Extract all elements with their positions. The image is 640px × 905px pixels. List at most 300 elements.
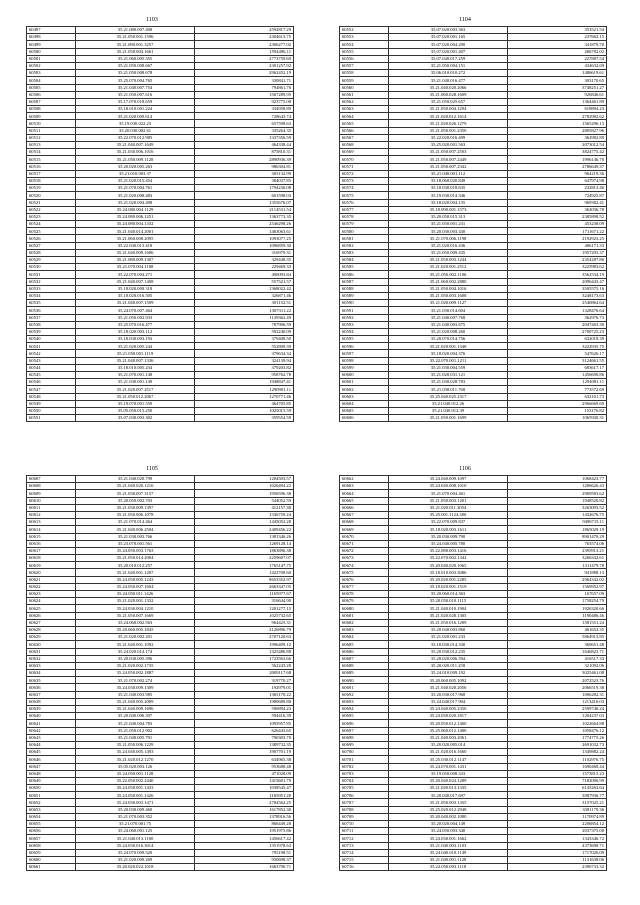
value-cell: 1364461.89: [508, 98, 607, 105]
value-cell: 8901478.29: [508, 533, 607, 540]
coordinate-code-cell: 35.21.020.002.201: [76, 634, 195, 641]
coordinate-code-cell: 35.24.040.010.1149: [389, 849, 508, 856]
row-id-cell: 60575: [340, 192, 389, 199]
value-cell: 3381179.36: [508, 806, 607, 813]
value-cell: 326871.46: [195, 292, 294, 299]
table-row: [340, 864, 607, 871]
coordinate-code-cell: 35.24.040.005.1493: [76, 749, 195, 756]
value-cell: 153176.82: [508, 407, 607, 414]
row-id-cell: 60657: [27, 835, 76, 842]
row-id-cell: 60529: [27, 257, 76, 264]
coordinate-code-cell: 35.24.030.009.1309: [76, 684, 195, 691]
value-cell: 6145263.64: [508, 785, 607, 792]
table-row: [340, 576, 607, 583]
table-row: [340, 357, 607, 364]
table-row: [27, 569, 294, 576]
row-id-cell: 60572: [340, 170, 389, 177]
row-id-cell: 60611: [27, 504, 76, 511]
value-cell: 2546298.26: [195, 221, 294, 228]
row-id-cell: 60590: [340, 300, 389, 307]
row-id-cell: 60586: [340, 271, 389, 278]
coordinate-code-cell: 35.25.020.001.563: [389, 142, 508, 149]
table-row: [27, 142, 294, 149]
table-row: [27, 842, 294, 849]
table-row: [27, 235, 294, 242]
table-row: [340, 828, 607, 835]
row-id-cell: 60559: [340, 77, 389, 84]
value-cell: 1569952.97: [508, 583, 607, 590]
table-row: [27, 292, 294, 299]
table-row: [340, 763, 607, 770]
value-cell: 229469.33: [195, 264, 294, 271]
table-row: [340, 156, 607, 163]
row-id-cell: 60696: [340, 720, 389, 727]
value-cell: 1926320.66: [508, 605, 607, 612]
row-id-cell: 60543: [27, 357, 76, 364]
value-cell: 1170974.89: [508, 813, 607, 820]
coordinate-code-cell: 35.24.050.002.1887: [76, 670, 195, 677]
value-cell: 1617852.30: [195, 806, 294, 813]
row-id-cell: 60617: [27, 547, 76, 554]
row-id-cell: 60569: [340, 149, 389, 156]
coordinate-code-cell: 35.21.040.001.1092: [76, 641, 195, 648]
value-cell: 1025732.65: [195, 612, 294, 619]
value-cell: 2047463.30: [508, 321, 607, 328]
row-id-cell: 60687: [340, 655, 389, 662]
value-cell: 790303.70: [195, 734, 294, 741]
row-id-cell: 60533: [27, 285, 76, 292]
value-cell: 2409456.22: [195, 526, 294, 533]
table-row: [340, 300, 607, 307]
table-row: [340, 257, 607, 264]
coordinate-code-cell: 35.20.020.005.263: [76, 163, 195, 170]
value-cell: 1594496.11: [195, 48, 294, 55]
coordinate-code-cell: 35.24.040.009.1097: [389, 476, 508, 483]
row-id-cell: 60633: [27, 662, 76, 669]
table-row: [27, 720, 294, 727]
value-cell: 1996146.70: [508, 156, 607, 163]
value-cell: 3987936.77: [508, 792, 607, 799]
table-row: [340, 792, 607, 799]
table-row: [27, 336, 294, 343]
value-cell: 2206854.12: [508, 821, 607, 828]
coordinate-code-cell: 35.21.050.007.616: [76, 91, 195, 98]
table-row: [27, 192, 294, 199]
coordinate-code-cell: 35.24.030.003.1471: [76, 799, 195, 806]
row-id-cell: 60568: [340, 142, 389, 149]
table-row: [340, 483, 607, 490]
coordinate-code-cell: 35.21.040.014.2001: [76, 228, 195, 235]
value-cell: 632018.39: [508, 336, 607, 343]
value-cell: 434632.69: [508, 62, 607, 69]
coordinate-code-cell: 35.20.030.003.430: [389, 228, 508, 235]
value-cell: 8653352.97: [195, 576, 294, 583]
table-row: [27, 626, 294, 633]
table-row: [27, 271, 294, 278]
table-row: [340, 142, 607, 149]
value-cell: 3505575.16: [508, 285, 607, 292]
value-cell: 3124661.55: [508, 357, 607, 364]
value-cell: 1311479.78: [508, 562, 607, 569]
table-row: [340, 91, 607, 98]
table-row: [340, 655, 607, 662]
table-row: [27, 835, 294, 842]
table-row: [340, 835, 607, 842]
table-row: [340, 134, 607, 141]
row-id-cell: 60683: [340, 626, 389, 633]
table-row: [340, 648, 607, 655]
value-cell: 657598.63: [195, 120, 294, 127]
table-row: [340, 271, 607, 278]
table-row: [340, 677, 607, 684]
coordinate-code-cell: 35.18.010.005.234: [76, 364, 195, 371]
coordinate-code-cell: 35.21.050.001.231: [389, 221, 508, 228]
value-cell: 2301257.92: [195, 62, 294, 69]
value-cell: 1294081.11: [508, 379, 607, 386]
coordinate-code-cell: 35.21.020.011.3054: [389, 504, 508, 511]
row-id-cell: 60671: [340, 540, 389, 547]
value-cell: 3266332.61: [508, 555, 607, 562]
coordinate-code-cell: 35.21.050.001.2350: [389, 127, 508, 134]
value-cell: 379408.50: [195, 336, 294, 343]
value-cell: 471028.09: [195, 770, 294, 777]
table-row: [340, 321, 607, 328]
table-row: [340, 127, 607, 134]
value-cell: 1307311.22: [195, 307, 294, 314]
row-id-cell: 60501: [27, 55, 76, 62]
table-row: [27, 655, 294, 662]
row-id-cell: 60534: [27, 292, 76, 299]
coordinate-code-cell: 35.21.030.003.766: [76, 533, 195, 540]
row-id-cell: 60573: [340, 177, 389, 184]
table-row: [27, 648, 294, 655]
row-id-cell: 60581: [340, 235, 389, 242]
value-cell: 1907701.19: [195, 749, 294, 756]
value-cell: 941888.13: [508, 569, 607, 576]
row-id-cell: 60620: [27, 569, 76, 576]
table-row: [340, 691, 607, 698]
table-row: [27, 386, 294, 393]
row-id-cell: 60612: [27, 511, 76, 518]
coordinate-code-cell: 35.18.010.001.224: [76, 106, 195, 113]
row-id-cell: 60691: [340, 684, 389, 691]
row-id-cell: 60616: [27, 540, 76, 547]
row-id-cell: 60678: [340, 591, 389, 598]
table-row: [27, 357, 294, 364]
row-id-cell: 60713: [340, 842, 389, 849]
coordinate-code-cell: 35.21.040.001.1207: [76, 569, 195, 576]
coordinate-code-cell: 35.20.040.002.1080: [389, 813, 508, 820]
row-id-cell: 60637: [27, 691, 76, 698]
value-cell: 1711671.22: [508, 228, 607, 235]
table-row: [27, 483, 294, 490]
parcel-table: [339, 26, 607, 422]
row-id-cell: 60565: [340, 120, 389, 127]
value-cell: 335264.35: [195, 127, 294, 134]
coordinate-code-cell: 35.07.030.003.302: [76, 415, 195, 422]
coordinate-code-cell: 35.20.030.012.235: [389, 648, 508, 655]
row-id-cell: 60625: [27, 605, 76, 612]
row-id-cell: 60626: [27, 612, 76, 619]
coordinate-code-cell: 35.22.050.002.2440: [76, 777, 195, 784]
table-row: [27, 706, 294, 713]
coordinate-code-cell: 35.21.040.009.1696: [76, 706, 195, 713]
row-id-cell: 60593: [340, 321, 389, 328]
table-row: [340, 120, 607, 127]
table-row: [340, 113, 607, 120]
row-id-cell: 60636: [27, 684, 76, 691]
table-row: [340, 533, 607, 540]
table-row: [27, 670, 294, 677]
table-row: [27, 242, 294, 249]
table-row: [27, 120, 294, 127]
value-cell: 3748251.27: [508, 84, 607, 91]
coordinate-code-cell: 35.20.050.002.703: [76, 497, 195, 504]
table-row: [340, 698, 607, 705]
table-row: [340, 547, 607, 554]
row-id-cell: 60701: [340, 756, 389, 763]
row-id-cell: 60595: [340, 336, 389, 343]
value-cell: 2962452.19: [195, 70, 294, 77]
value-cell: 2395913.21: [508, 547, 607, 554]
table-row: [27, 641, 294, 648]
value-cell: 626443.65: [195, 727, 294, 734]
row-id-cell: 60563: [340, 106, 389, 113]
value-cell: 875810.31: [195, 149, 294, 156]
value-cell: 1581551.24: [508, 619, 607, 626]
coordinate-code-cell: 35.21.030.011.768: [389, 386, 508, 393]
coordinate-code-cell: 35.21.020.005.244: [76, 343, 195, 350]
row-id-cell: 60597: [340, 350, 389, 357]
value-cell: 2966669.69: [508, 400, 607, 407]
table-row: [340, 490, 607, 497]
row-id-cell: 60645: [27, 749, 76, 756]
coordinate-code-cell: 35.22.070.009.837: [389, 519, 508, 526]
value-cell: 1096859.30: [195, 242, 294, 249]
row-id-cell: 60600: [340, 372, 389, 379]
row-id-cell: 60702: [340, 763, 389, 770]
coordinate-code-cell: 35.20.040.024.1289: [389, 777, 508, 784]
table-row: [340, 706, 607, 713]
table-row: [27, 257, 294, 264]
row-id-cell: 60642: [27, 727, 76, 734]
value-cell: 1956596.38: [195, 490, 294, 497]
coordinate-code-cell: 35.21.020.002.1735: [76, 662, 195, 669]
value-cell: 330841.71: [195, 77, 294, 84]
table-row: [27, 163, 294, 170]
row-id-cell: 60629: [27, 634, 76, 641]
coordinate-code-cell: 35.21.070.001.148: [76, 372, 195, 379]
table-row: [27, 307, 294, 314]
table-row: [27, 350, 294, 357]
coordinate-code-cell: 35.22.020.016.499: [389, 134, 508, 141]
value-cell: 1381346.26: [195, 533, 294, 540]
value-cell: 1758254.79: [508, 598, 607, 605]
table-row: [340, 821, 607, 828]
value-cell: 9496715.11: [508, 519, 607, 526]
row-id-cell: 60545: [27, 372, 76, 379]
value-cell: 728643.74: [195, 113, 294, 120]
coordinate-code-cell: 35.24.050.011.1426: [76, 591, 195, 598]
coordinate-code-cell: 35.24.080.004.1129: [76, 206, 195, 213]
value-cell: 552809.39: [195, 343, 294, 350]
coordinate-code-cell: 35.20.020.004.149: [389, 821, 508, 828]
value-cell: 1865029.19: [508, 526, 607, 533]
row-id-cell: 60662: [340, 476, 389, 483]
table-row: [27, 806, 294, 813]
value-cell: 461652.35: [508, 626, 607, 633]
row-id-cell: 60609: [27, 490, 76, 497]
value-cell: 490093.84: [195, 271, 294, 278]
coordinate-code-cell: 35.21.050.004.151: [389, 62, 508, 69]
table-row: [27, 264, 294, 271]
coordinate-code-cell: 35.21.040.007.1408: [76, 278, 195, 285]
coordinate-code-cell: 35.21.080.009.1307: [76, 257, 195, 264]
table-row: [27, 734, 294, 741]
value-cell: 794861.70: [195, 84, 294, 91]
coordinate-code-cell: 35.07.040.017.259: [389, 55, 508, 62]
value-cell: 592240.09: [195, 328, 294, 335]
value-cell: 384037.85: [195, 177, 294, 184]
table-row: [27, 134, 294, 141]
coordinate-code-cell: 35.21.050.008.678: [76, 70, 195, 77]
coordinate-code-cell: 35.20.040.017.697: [389, 792, 508, 799]
table-row: [340, 562, 607, 569]
coordinate-code-cell: 35.20.020.022.1018: [76, 864, 195, 871]
table-row: [340, 612, 607, 619]
value-cell: 2304613.75: [195, 34, 294, 41]
value-cell: 1996409.12: [195, 641, 294, 648]
row-id-cell: 60525: [27, 228, 76, 235]
table-row: [27, 785, 294, 792]
coordinate-code-cell: 35.21.040.003.1103: [389, 842, 508, 849]
row-id-cell: 60536: [27, 307, 76, 314]
table-row: [340, 598, 607, 605]
coordinate-code-cell: 35.06.010.010.272: [389, 70, 508, 77]
row-id-cell: 60667: [340, 511, 389, 518]
coordinate-code-cell: 35.24.040.017.904: [389, 698, 508, 705]
table-row: [340, 292, 607, 299]
value-cell: 1270771.46: [195, 393, 294, 400]
value-cell: 2805827.96: [508, 127, 607, 134]
table-row: [27, 285, 294, 292]
table-row: [27, 185, 294, 192]
table-row: [340, 177, 607, 184]
value-cell: 1663790.71: [195, 864, 294, 871]
row-id-cell: 60526: [27, 235, 76, 242]
value-cell: 2969583.62: [508, 490, 607, 497]
row-id-cell: 60604: [340, 400, 389, 407]
row-id-cell: 60532: [27, 278, 76, 285]
row-id-cell: 60619: [27, 562, 76, 569]
coordinate-code-cell: 35.21.020.001.1348: [389, 343, 508, 350]
table-row: [27, 583, 294, 590]
coordinate-code-cell: 35.20.070.014.756: [389, 336, 508, 343]
coordinate-code-cell: 35.21.060.005.355: [76, 55, 195, 62]
value-cell: 2259607.07: [195, 555, 294, 562]
coordinate-code-cell: 35.21.030.009.1397: [76, 504, 195, 511]
row-id-cell: 60528: [27, 249, 76, 256]
value-cell: 1486619.61: [508, 70, 607, 77]
table-row: [27, 84, 294, 91]
value-cell: 379203.82: [195, 364, 294, 371]
coordinate-code-cell: 35.24.020.014.174: [76, 648, 195, 655]
coordinate-code-cell: 35.21.050.009.1128: [76, 156, 195, 163]
table-row: [340, 314, 607, 321]
row-id-cell: 60515: [27, 156, 76, 163]
value-cell: 557521.57: [195, 278, 294, 285]
table-row: [27, 504, 294, 511]
value-cell: 2390733.32: [508, 864, 607, 871]
row-id-cell: 60610: [27, 497, 76, 504]
coordinate-code-cell: 35.21.020.009.614: [76, 113, 195, 120]
value-cell: 1131638.06: [508, 856, 607, 863]
row-id-cell: 60715: [340, 856, 389, 863]
table-row: [340, 684, 607, 691]
table-row: [340, 379, 607, 386]
value-cell: 866449.28: [195, 821, 294, 828]
table-row: [340, 307, 607, 314]
page-number: 1106: [459, 466, 471, 472]
row-id-cell: 60601: [340, 379, 389, 386]
row-id-cell: 60576: [340, 199, 389, 206]
value-cell: 2009117.68: [195, 670, 294, 677]
row-id-cell: 60535: [27, 300, 76, 307]
value-cell: 1336759.24: [195, 511, 294, 518]
coordinate-code-cell: 35.21.070.001.75: [76, 821, 195, 828]
coordinate-code-cell: 35.21.060.028.1609: [389, 91, 508, 98]
value-cell: 1351978.63: [195, 842, 294, 849]
coordinate-code-cell: 35.07.020.004.290: [389, 41, 508, 48]
table-row: [340, 285, 607, 292]
value-cell: 1095957.85: [195, 720, 294, 727]
coordinate-code-cell: 35.21.050.002.1106: [389, 271, 508, 278]
coordinate-code-cell: 35.20.040.020.1065: [389, 562, 508, 569]
coordinate-code-cell: 35.21.050.007.2449: [389, 156, 508, 163]
row-id-cell: 60562: [340, 98, 389, 105]
row-id-cell: 60589: [340, 292, 389, 299]
table-row: [27, 149, 294, 156]
table-row: [340, 235, 607, 242]
value-cell: 324139.94: [195, 357, 294, 364]
coordinate-code-cell: 35.05.020.003.126: [76, 763, 195, 770]
value-cell: 2592817.29: [195, 27, 294, 34]
coordinate-code-cell: 35.24.030.001.1662: [389, 835, 508, 842]
coordinate-code-cell: 35.21.040.013.1335: [389, 785, 508, 792]
table-row: [340, 605, 607, 612]
table-row: [340, 221, 607, 228]
row-id-cell: 60624: [27, 598, 76, 605]
table-row: [27, 213, 294, 220]
coordinate-code-cell: 35.21.040.004.783: [76, 720, 195, 727]
table-row: [27, 741, 294, 748]
table-row: [27, 634, 294, 641]
row-id-cell: 60497: [27, 27, 76, 34]
value-cell: 1286626.43: [508, 483, 607, 490]
table-row: [27, 519, 294, 526]
coordinate-code-cell: 35.24.040.005.2350: [389, 706, 508, 713]
coordinate-code-cell: 35.20.030.002.61: [76, 127, 195, 134]
row-id-cell: 60585: [340, 264, 389, 271]
value-cell: 1093077.25: [195, 235, 294, 242]
table-row: [340, 670, 607, 677]
coordinate-code-cell: 35.24.030.004.1210: [76, 605, 195, 612]
value-cell: 724925.87: [508, 192, 607, 199]
coordinate-code-cell: 35.19.070.001.550: [76, 400, 195, 407]
row-id-cell: 60714: [340, 849, 389, 856]
table-row: [340, 228, 607, 235]
row-id-cell: 60700: [340, 749, 389, 756]
